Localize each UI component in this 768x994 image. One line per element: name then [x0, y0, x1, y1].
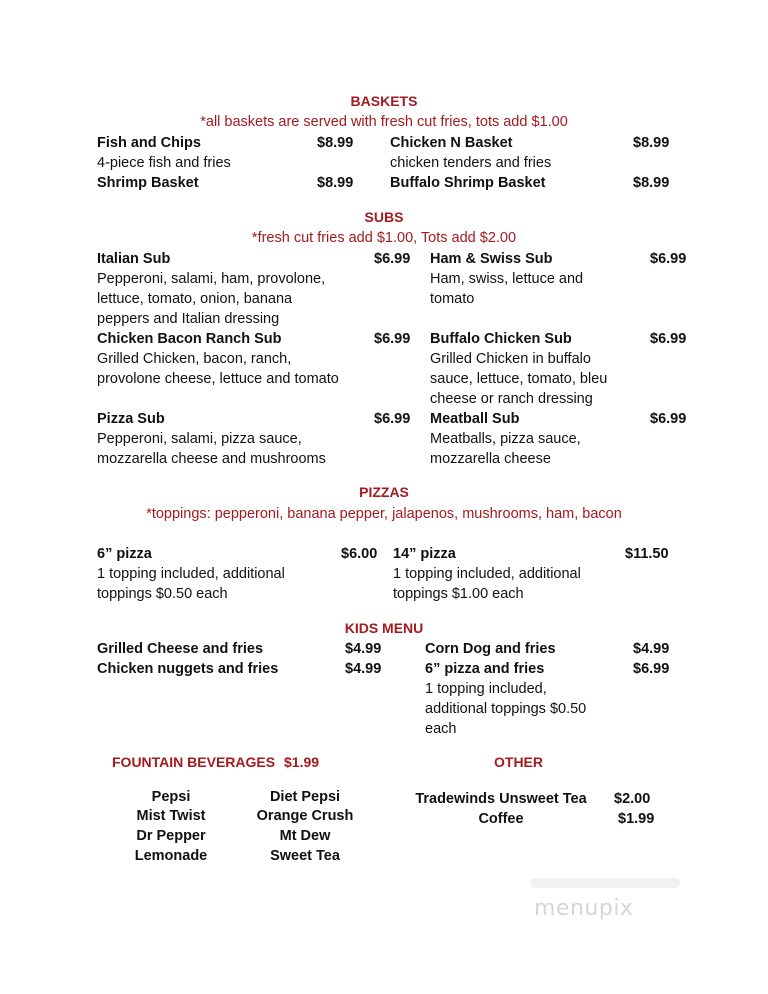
menu-item-desc: Grilled Chicken in buffalo [430, 351, 591, 367]
menu-item-desc: 1 topping included, additional [393, 566, 581, 582]
menu-item-desc: Meatballs, pizza sauce, [430, 431, 581, 447]
menu-item-desc: Ham, swiss, lettuce and [430, 271, 584, 287]
menu-item-price: $6.99 [650, 331, 687, 347]
menu-item-name: 6” pizza and fries [425, 661, 545, 677]
menu-item-name: Buffalo Chicken Sub [430, 331, 572, 347]
menu-item-desc: toppings $0.50 each [97, 586, 228, 602]
menu-item-desc: Pepperoni, salami, ham, provolone, [97, 271, 326, 287]
menu-item-price: $8.99 [317, 135, 354, 151]
menu-item-desc: additional toppings $0.50 [425, 701, 587, 717]
menu-item-price: $6.99 [650, 411, 687, 427]
baskets-heading: BASKETS [350, 93, 418, 109]
menu-item-desc: mozzarella cheese [430, 451, 551, 467]
other-heading: OTHER [494, 754, 543, 770]
menu-item-name: Shrimp Basket [97, 175, 199, 191]
menu-item-name: Chicken N Basket [390, 135, 513, 151]
pizzas-note: *toppings: pepperoni, banana pepper, jalapenos, mushrooms, ham, bacon [146, 506, 622, 522]
menu-item-price: $6.99 [374, 331, 411, 347]
menu-item-desc: each [425, 721, 457, 737]
menu-item-desc: cheese or ranch dressing [430, 391, 593, 407]
menu-item-price: $8.99 [633, 175, 670, 191]
menu-item-name: Meatball Sub [430, 411, 520, 427]
beverage-item: Orange Crush [256, 808, 354, 824]
menu-item-name: Ham & Swiss Sub [430, 251, 553, 267]
menu-item-price: $6.99 [633, 661, 670, 677]
menu-item-name: Italian Sub [97, 251, 171, 267]
beverage-item: Diet Pepsi [269, 789, 341, 805]
menu-item-price: $4.99 [345, 661, 382, 677]
menu-item-desc: sauce, lettuce, tomato, bleu [430, 371, 608, 387]
watermark-logo: menupix [534, 896, 634, 921]
baskets-note: *all baskets are served with fresh cut fries, tots add $1.00 [200, 114, 568, 130]
menu-item-desc: 1 topping included, additional [97, 566, 285, 582]
watermark-smudge [530, 878, 680, 888]
menu-item-desc: toppings $1.00 each [393, 586, 524, 602]
fountain-heading: FOUNTAIN BEVERAGES [112, 754, 276, 770]
menu-item-price: $1.99 [618, 811, 655, 827]
menu-item-desc: mozzarella cheese and mushrooms [97, 451, 326, 467]
subs-note: *fresh cut fries add $1.00, Tots add $2.00 [251, 230, 517, 246]
menu-item-name: Corn Dog and fries [425, 641, 556, 657]
menu-item-name: 14” pizza [393, 546, 456, 562]
beverage-item: Lemonade [134, 848, 208, 864]
beverage-item: Pepsi [151, 789, 191, 805]
beverage-item: Dr Pepper [136, 828, 206, 844]
menu-item-name: Grilled Cheese and fries [97, 641, 264, 657]
menu-item-desc: 4-piece fish and fries [97, 155, 231, 171]
menu-item-price: $6.99 [374, 411, 411, 427]
menu-item-name: Chicken Bacon Ranch Sub [97, 331, 282, 347]
menu-item-price: $4.99 [633, 641, 670, 657]
menu-item-name: Coffee [478, 811, 524, 827]
menu-item-desc: peppers and Italian dressing [97, 311, 280, 327]
menu-item-desc: Pepperoni, salami, pizza sauce, [97, 431, 302, 447]
menu-item-desc: tomato [430, 291, 475, 307]
menu-item-desc: 1 topping included, [425, 681, 547, 697]
menu-item-name: Pizza Sub [97, 411, 165, 427]
menu-item-desc: lettuce, tomato, onion, banana [97, 291, 293, 307]
menu-item-name: Buffalo Shrimp Basket [390, 175, 546, 191]
menu-item-price: $4.99 [345, 641, 382, 657]
menu-item-name: Fish and Chips [97, 135, 201, 151]
menu-item-price: $6.99 [374, 251, 411, 267]
pizzas-heading: PIZZAS [359, 484, 409, 500]
beverage-item: Mt Dew [279, 828, 331, 844]
menu-item-price: $2.00 [614, 791, 651, 807]
menu-item-name: 6” pizza [97, 546, 152, 562]
menu-item-price: $6.00 [341, 546, 378, 562]
fountain-price: $1.99 [284, 754, 320, 770]
menu-item-price: $6.99 [650, 251, 687, 267]
kids-menu-heading: KIDS MENU [344, 620, 424, 636]
menu-item-price: $8.99 [317, 175, 354, 191]
menu-item-desc: chicken tenders and fries [390, 155, 552, 171]
menu-item-desc: Grilled Chicken, bacon, ranch, [97, 351, 292, 367]
beverage-item: Sweet Tea [270, 848, 340, 864]
menu-item-price: $11.50 [625, 546, 669, 562]
menu-item-name: Tradewinds Unsweet Tea [415, 791, 587, 807]
menu-item-price: $8.99 [633, 135, 670, 151]
subs-heading: SUBS [364, 209, 404, 225]
beverage-item: Mist Twist [136, 808, 206, 824]
menu-item-name: Chicken nuggets and fries [97, 661, 279, 677]
menu-item-desc: provolone cheese, lettuce and tomato [97, 371, 339, 387]
